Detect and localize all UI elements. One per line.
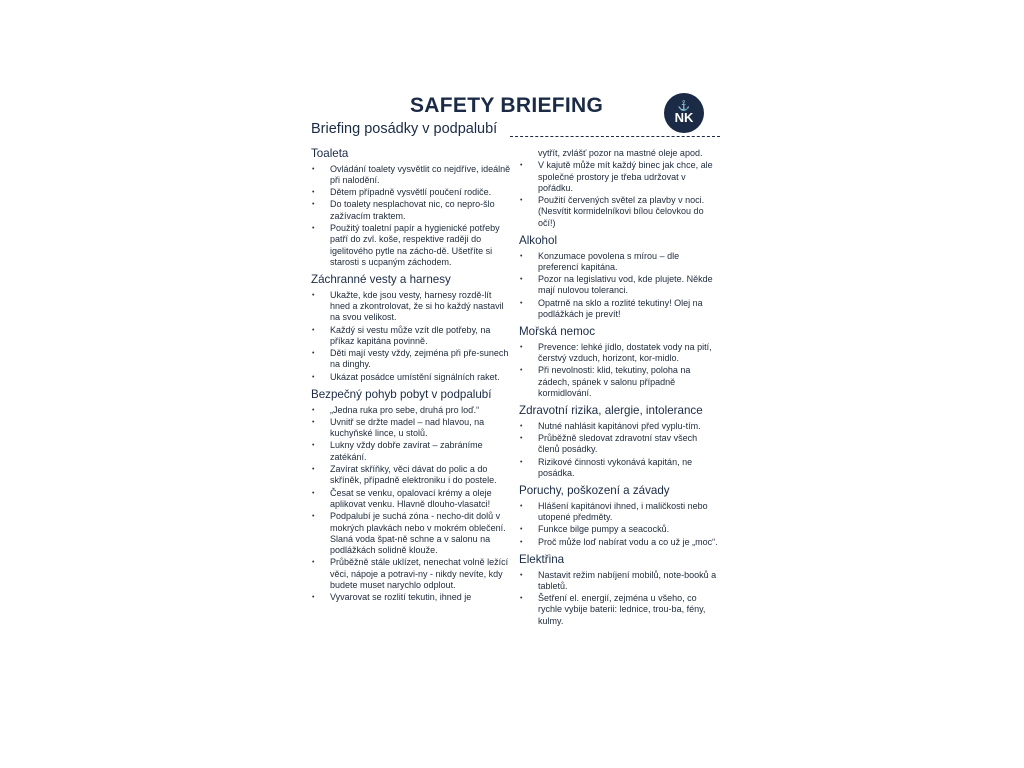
section-heading-alkohol: Alkohol — [519, 234, 558, 248]
list-item: • Použitý toaletní papír a hygienické potřeby patří do zvl. koše, respektive raději do igelitového pytle na zácho-dě. Ušetříte si starosti s ucpaným záchodem. — [311, 223, 511, 268]
pohyb-list-continued — [519, 160, 719, 229]
list-item: • „Jedna ruka pro sebe, druhá pro loď.“ — [311, 405, 511, 416]
list-item: • Uvnitř se držte madel – nad hlavou, na kuchyňské lince, u stolů. — [311, 417, 511, 440]
list-item: • Průběžně sledovat zdravotní stav všech členů posádky. — [519, 433, 719, 456]
left-column — [311, 148, 511, 605]
list-item: • Šetření el. energií, zejména u všeho, co rychle vybije baterii: lednice, trou-ba, fény, kulmy. — [519, 593, 719, 627]
section-heading-morska-nemoc: Mořská nemoc — [519, 325, 596, 339]
alkohol-list — [519, 251, 719, 321]
list-item: • Zavírat skříňky, věci dávat do polic a do skříněk, případně elektroniku i do postele. — [311, 464, 511, 487]
list-item: • Konzumace povolena s mírou – dle preferencí kapitána. — [519, 251, 719, 274]
list-item: • Děti mají vesty vždy, zejména při pře-sunech na dinghy. — [311, 348, 511, 371]
list-item: • Proč může loď nabírat vodu a co už je „moc“. — [519, 537, 719, 548]
list-item-continuation: vytřít, zvlášť pozor na mastné oleje apod. — [538, 148, 703, 158]
list-item: • Dětem případně vysvětlí poučení rodiče. — [311, 187, 511, 198]
pohyb-list — [311, 405, 511, 604]
zdravi-list — [519, 421, 719, 479]
list-item: • Do toalety nesplachovat nic, co nepro-šlo zažívacím traktem. — [311, 199, 511, 222]
anchor-icon: ⚓ — [677, 101, 691, 112]
logo-text: NK — [674, 110, 694, 125]
nk-logo — [664, 93, 704, 133]
dashed-divider — [510, 136, 720, 137]
nemoc-list — [519, 342, 719, 399]
list-item: • Vyvarovat se rozlití tekutin, ihned je — [311, 592, 511, 603]
section-heading-toaleta: Toaleta — [311, 147, 349, 160]
list-item: • Podpalubí je suchá zóna - necho-dit dolů v mokrých plavkách nebo v mokrém oblečení. Slaná voda špat-ně schne a v salonu na podlážkách solidně klouže. — [311, 511, 511, 556]
list-item: • Každý si vestu může vzít dle potřeby, na příkaz kapitána povinně. — [311, 325, 511, 348]
list-item: • Průběžně stále uklízet, nenechat volně ležící věci, nápoje a potravi-ny - nikdy nevíte, kdy budete muset narychlo odplout. — [311, 557, 511, 591]
page-subtitle: Briefing posádky v podpalubí — [311, 121, 498, 137]
section-heading-poruchy: Poruchy, poškození a závady — [519, 484, 670, 498]
list-item: • Funkce bilge pumpy a seacocků. — [519, 524, 719, 535]
list-item: • Nastavit režim nabíjení mobilů, note-booků a tabletů. — [519, 570, 719, 593]
elektrina-list — [519, 570, 719, 627]
section-heading-zdravi: Zdravotní rizika, alergie, intolerance — [519, 404, 703, 418]
right-column — [519, 148, 719, 628]
list-item: • Rizikové činnosti vykonává kapitán, ne posádka. — [519, 457, 719, 480]
list-item: • Použití červených světel za plavby v noci. (Nesvítit kormidelníkovi bílou čelovkou do očí!) — [519, 195, 719, 229]
list-item: • V kajutě může mít každý binec jak chce, ale společné prostory je třeba udržovat v pořádku. — [519, 160, 719, 194]
toaleta-list — [311, 164, 511, 269]
list-item: • Hlášení kapitánovi ihned, i maličkosti nebo utopené předměty. — [519, 501, 719, 524]
list-item: • Pozor na legislativu vod, kde plujete. Někde mají nulovou toleranci. — [519, 274, 719, 297]
list-item: • Prevence: lehké jídlo, dostatek vody na pití, čerstvý vzduch, horizont, kor-midlo. — [519, 342, 719, 365]
vesty-list — [311, 290, 511, 383]
list-item: • Ukázat posádce umístění signálních raket. — [311, 372, 511, 383]
section-heading-pohyb: Bezpečný pohyb pobyt v podpalubí — [311, 388, 492, 402]
list-item: • Při nevolnosti: klid, tekutiny, poloha na zádech, spánek v salonu případně kormidlování. — [519, 365, 719, 399]
page-title: SAFETY BRIEFING — [410, 94, 604, 117]
list-item: • Lukny vždy dobře zavírat – zabráníme zatékání. — [311, 440, 511, 463]
list-item: • Česat se venku, opalovací krémy a oleje aplikovat venku. Hlavně dlouho-vlasatci! — [311, 488, 511, 511]
section-heading-elektrina: Elektřina — [519, 553, 565, 567]
poruchy-list — [519, 501, 719, 548]
list-item: • Nutné nahlásit kapitánovi před vyplu-tím. — [519, 421, 719, 432]
list-item: • Ovládání toalety vysvětlit co nejdříve, ideálně při nalodění. — [311, 164, 511, 187]
list-item: • Opatrně na sklo a rozlité tekutiny! Olej na podlážkách je prevít! — [519, 298, 719, 321]
list-item: • Ukažte, kde jsou vesty, harnesy rozdě-lít hned a zkontrolovat, že si ho každý nastavil na svou velikost. — [311, 290, 511, 324]
briefing-page — [300, 90, 720, 690]
section-heading-vesty: Záchranné vesty a harnesy — [311, 273, 451, 287]
